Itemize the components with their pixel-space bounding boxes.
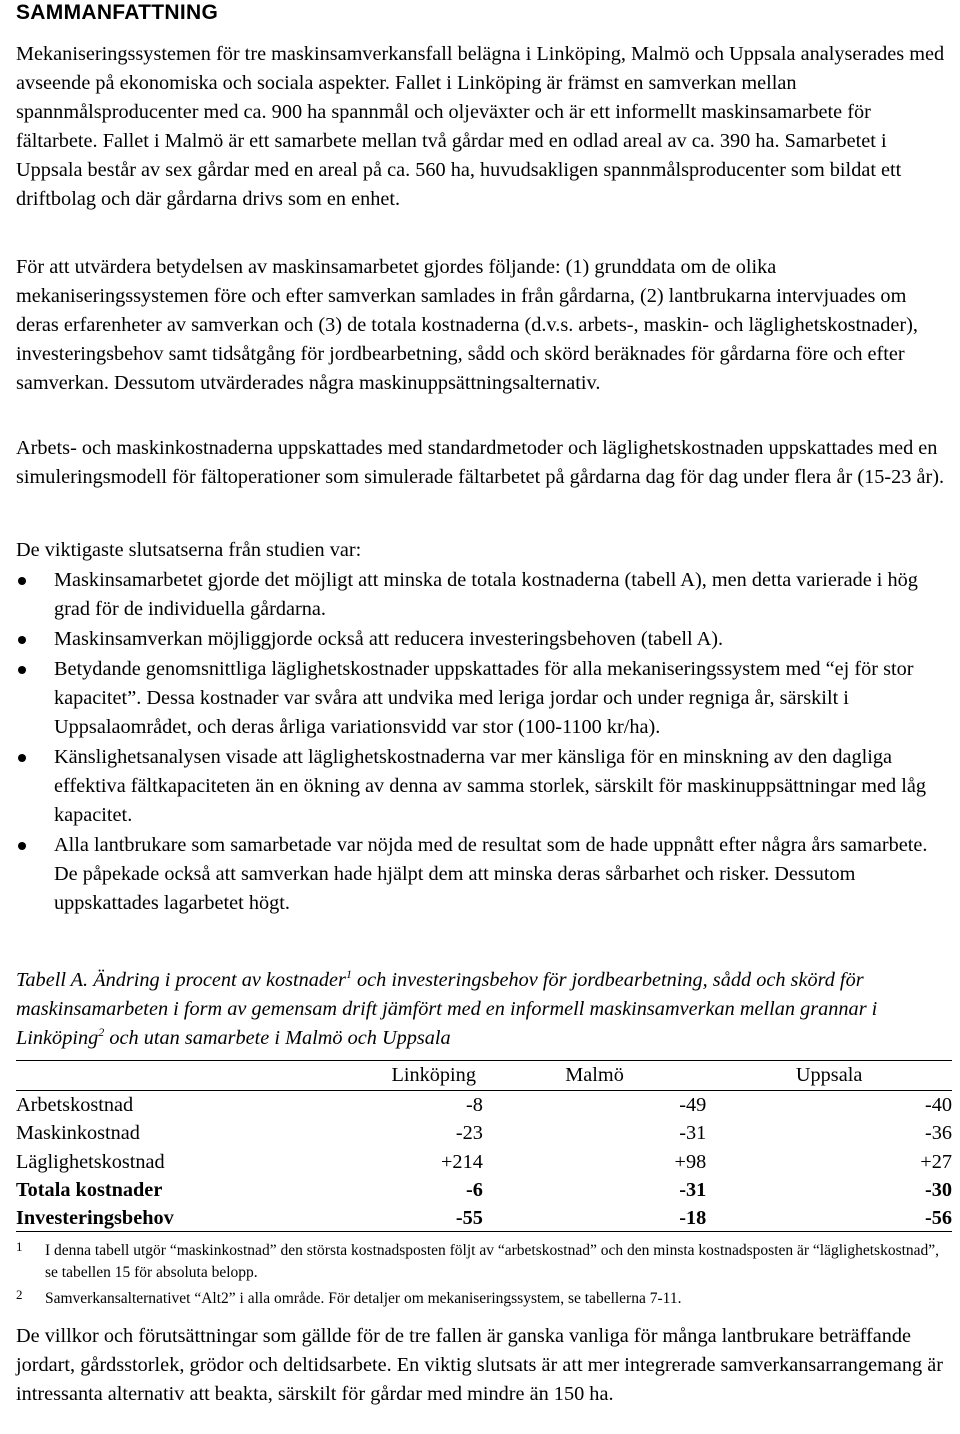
table-cell: -6 bbox=[465, 1179, 483, 1201]
table-cell: -36 bbox=[924, 1122, 952, 1144]
cost-estimation-paragraph: Arbets- och maskinkostnaderna uppskattades med standardmetoder och läglighetskostnaden uppskattades med en simuleringsmodell för fältoperationer som simulerade fältarbetet på gårdarna dag för dag under flera år (15-23 år). bbox=[16, 437, 945, 488]
row-label: Arbetskostnad bbox=[16, 1093, 134, 1116]
table-cell: +27 bbox=[920, 1150, 952, 1173]
closing-paragraph: De villkor och förutsättningar som gällde för de tre fallen är ganska vanliga för många lantbrukare beträffande jordart, gårdsstorlek, grödor och deltidsarbete. En viktig slutsats är att mer integrerade samverkansarrangemang är intressanta alternativ att beakta, särskilt för gårdar med mindre än 150 ha. bbox=[16, 1325, 943, 1405]
table-row bbox=[16, 1119, 952, 1148]
conclusions-intro: De viktigaste slutsatserna från studien var: bbox=[16, 539, 362, 561]
intro-paragraph: Mekaniseringssystemen för tre maskinsamverkansfall belägna i Linköping, Malmö och Uppsala analyserades med avseende på ekonomiska och sociala aspekter. Fallet i Linköping är främst en samverkan mellan spannmålsproducenter med ca. 900 ha spannmål och oljeväxter och är ett informellt maskinsamarbete för fältarbete. Fallet i Malmö är ett samarbete mellan två gårdar med en odlad areal av ca. 390 ha. Samarbetet i Uppsala består av sex gårdar med en areal på ca. 560 ha, huvudsakligen spannmålsproducenter som bildat ett driftbolag och där gårdarna drivs som en enhet. bbox=[16, 43, 945, 210]
footnote-text: I denna tabell utgör “maskinkostnad” den största kostnadsposten följt av “arbetskostnad” och den minsta kostnadsposten är “läglighetskostnad”, se tabellen 15 för absoluta belopp. bbox=[45, 1242, 940, 1281]
list-item bbox=[16, 831, 952, 918]
footnote-2 bbox=[16, 1288, 952, 1310]
footnote-mark: 2 bbox=[16, 1287, 23, 1302]
footnote-ref: 1 bbox=[345, 967, 352, 981]
header-cell: Uppsala bbox=[795, 1064, 863, 1086]
list-item-text: Maskinsamverkan möjliggjorde också att reducera investeringsbehoven (tabell A). bbox=[54, 628, 724, 650]
table-row bbox=[16, 1205, 952, 1232]
table-caption bbox=[16, 966, 952, 1053]
cost-change-table bbox=[16, 1060, 952, 1232]
list-item bbox=[16, 566, 952, 624]
table-row bbox=[16, 1090, 952, 1119]
table-row bbox=[16, 1176, 952, 1205]
list-item-text: Betydande genomsnittliga läglighetskostnader uppskattades för alla mekaniseringssystem med “ej för stor kapacitet”. Dessa kostnader var svåra att undvika med leriga jordar och under regniga år, särskilt i Uppsalaområdet, och deras årliga variationsvidd var stor (100-1100 kr/ha). bbox=[54, 658, 914, 738]
row-label: Läglighetskostnad bbox=[16, 1150, 165, 1173]
row-label: Maskinkostnad bbox=[16, 1122, 140, 1144]
table-cell: -55 bbox=[455, 1206, 483, 1229]
header-cell bbox=[16, 1061, 385, 1091]
table-cell: +214 bbox=[440, 1150, 483, 1173]
table-header-row bbox=[16, 1061, 952, 1091]
list-item bbox=[16, 743, 952, 830]
header-cell: Linköping bbox=[391, 1064, 476, 1086]
table-cell: -49 bbox=[679, 1093, 707, 1116]
bullet-icon bbox=[18, 577, 26, 585]
table-cell: -56 bbox=[924, 1206, 952, 1229]
table-cell: -18 bbox=[679, 1206, 707, 1229]
bullet-icon bbox=[18, 636, 26, 644]
summary-heading: SAMMANFATTNING bbox=[16, 1, 219, 24]
footnote-1 bbox=[16, 1240, 952, 1284]
list-item-text: Maskinsamarbetet gjorde det möjligt att minska de totala kostnaderna (tabell A), men detta varierade i hög grad för de individuella gårdarna. bbox=[54, 569, 918, 620]
table-row bbox=[16, 1148, 952, 1177]
row-label: Totala kostnader bbox=[16, 1179, 163, 1201]
footnote-ref: 2 bbox=[98, 1025, 105, 1039]
footnote-text: Samverkansalternativet “Alt2” i alla område. För detaljer om mekaniseringssystem, se tabellerna 7-11. bbox=[45, 1290, 682, 1307]
list-item bbox=[16, 655, 952, 742]
list-item-text: Känslighetsanalysen visade att läglighetskostnaderna var mer känsliga för en minskning av den dagliga effektiva fältkapaciteten än en ökning av denna av samma storlek, särskilt för maskinuppsättningar med låg kapacitet. bbox=[54, 746, 927, 826]
table-cell: -30 bbox=[924, 1179, 952, 1201]
bullet-icon bbox=[18, 754, 26, 762]
table-cell: -40 bbox=[924, 1093, 952, 1116]
row-label: Investeringsbehov bbox=[16, 1206, 174, 1229]
footnote-mark: 1 bbox=[16, 1239, 23, 1254]
caption-text: och investeringsbehov för jordbearbetning, sådd och skörd för maskinsamarbeten i form av gemensam drift jämfört med en informell maskinsamverkan mellan grannar i Linköping bbox=[16, 969, 878, 1049]
table-cell: -8 bbox=[465, 1093, 483, 1116]
table-cell: +98 bbox=[674, 1150, 707, 1173]
method-paragraph: För att utvärdera betydelsen av maskinsamarbetet gjordes följande: (1) grunddata om de olika mekaniseringssystemen före och efter samverkan samlades in från gårdarna, (2) lantbrukarna intervjuades om deras erfarenheter av samverkan och (3) de totala kostnaderna (d.v.s. arbets-, maskin- och läglighetskostnader), investeringsbehov samt tidsåtgång för jordbearbetning, sådd och skörd beräknades för gårdarna före och efter samverkan. Dessutom utvärderades några maskinuppsättningsalternativ. bbox=[16, 256, 918, 394]
list-item-text: Alla lantbrukare som samarbetade var nöjda med de resultat som de hade uppnått efter några års samarbete. De påpekade också att samverkan hade hjälpt dem att minska deras sårbarhet och risker. Dessutom uppskattades lagarbetet högt. bbox=[54, 834, 928, 914]
table-cell: -23 bbox=[455, 1122, 483, 1144]
caption-text: och utan samarbete i Malmö och Uppsala bbox=[104, 1027, 451, 1049]
conclusions-list bbox=[16, 566, 952, 919]
caption-text: Tabell A. Ändring i procent av kostnader bbox=[16, 969, 346, 991]
table-cell: -31 bbox=[679, 1122, 707, 1144]
bullet-icon bbox=[18, 666, 26, 674]
table-cell: -31 bbox=[679, 1179, 707, 1201]
header-cell: Malmö bbox=[565, 1064, 624, 1086]
list-item bbox=[16, 625, 952, 654]
bullet-icon bbox=[18, 842, 26, 850]
